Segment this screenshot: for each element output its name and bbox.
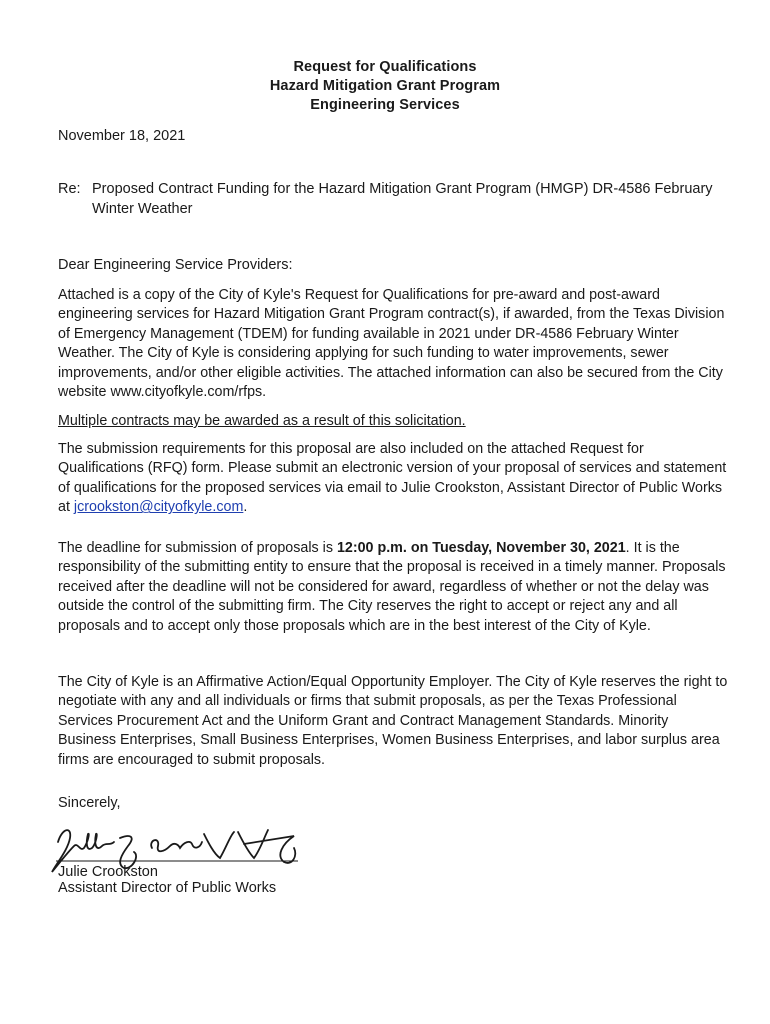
deadline-intro: The deadline for submission of proposals is: [58, 540, 337, 556]
letter-heading: [0, 58, 770, 115]
subject-line: [58, 179, 748, 219]
signer-name: Julie Crookston: [58, 864, 158, 880]
heading-line-2: Hazard Mitigation Grant Program: [269, 78, 501, 94]
closing: Sincerely,: [58, 795, 121, 811]
signer-title: Assistant Director of Public Works: [58, 880, 277, 896]
heading-line-3: Engineering Services: [310, 97, 460, 113]
multiple-contracts-note: Multiple contracts may be awarded as a result of this solicitation.: [58, 413, 466, 429]
submission-end: .: [243, 499, 248, 516]
paragraph-equal-opportunity: The City of Kyle is an Affirmative Action/Equal Opportunity Employer. The City of Kyle reserves the right to negotiate with any and all individuals or firms that submit proposals, as per the Texas Professional Services Procurement Act and the Uniform Grant and Contract Management Standards. Minority Business Enterprises, Small Business Enterprises, Women Business Enterprises, and labor surplus area firms are encouraged to submit proposals.: [58, 674, 728, 768]
paragraph-submission: [58, 440, 730, 518]
subject-text-line-1: Proposed Contract Funding for the Hazard Mitigation Grant Program (HMGP) DR-4586 February: [92, 181, 713, 197]
letter-date: November 18, 2021: [58, 128, 186, 144]
heading-line-1: Request for Qualifications: [293, 59, 477, 75]
submission-text: The submission requirements for this proposal are also included on the attached Request for Qualifications (RFQ) form. Please submit an electronic version of your proposal of services and statement of qualifications for the proposed services via email to Julie Crookston, Assistant Director of Public Works at: [58, 441, 727, 516]
subject-label: Re:: [58, 181, 81, 197]
email-link[interactable]: jcrookston@cityofkyle.com: [73, 499, 244, 516]
paragraph-deadline: [58, 539, 730, 636]
salutation: Dear Engineering Service Providers:: [58, 257, 293, 273]
deadline-text: . It is the responsibility of the submitting entity to ensure that the proposal is received in a timely manner. Proposals received after the deadline will not be considered for award, regardless of whether or not the delay was outside the control of the submitting firm. The City reserves the right to accept or reject any and all proposals and to accept only those proposals which are in the best interest of the City of Kyle.: [58, 540, 726, 634]
deadline-date: 12:00 p.m. on Tuesday, November 30, 2021: [336, 540, 626, 556]
paragraph-multiple-contracts: [58, 412, 730, 431]
subject-text-line-2: Winter Weather: [92, 201, 193, 217]
paragraph-intro: Attached is a copy of the City of Kyle's Request for Qualifications for pre-award and post-award engineering services for Hazard Mitigation Grant Program contract(s), if awarded, from the Texas Division of Emergency Management (TDEM) for funding available in 2021 under DR-4586 February Winter Weather. The City of Kyle is considering applying for such funding to water improvements, sewer improvements, and/or other eligible activities. The attached information can also be secured from the City website www.cityofkyle.com/rfps.: [58, 287, 725, 401]
